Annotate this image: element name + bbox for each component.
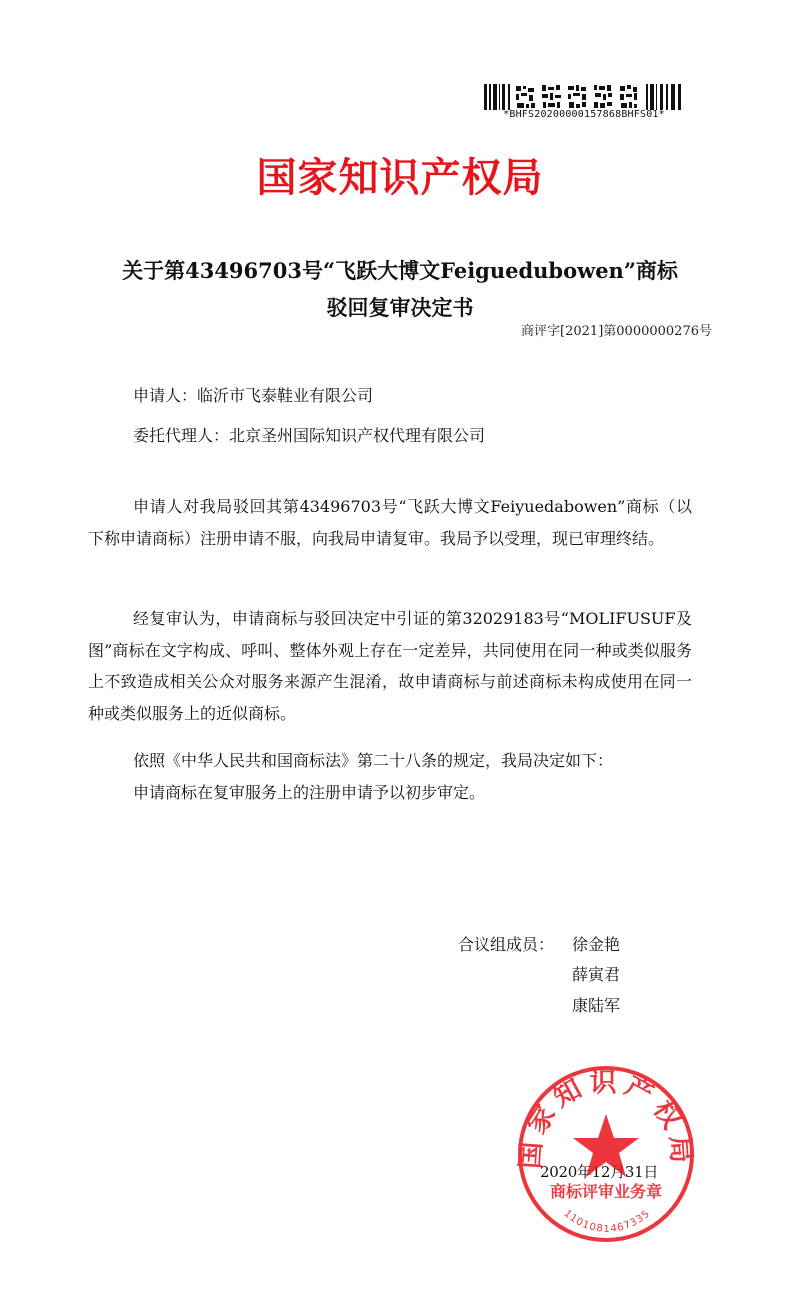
body-paragraph-4: 申请商标在复审服务上的注册申请予以初步审定。	[133, 783, 486, 802]
document-number: 商评字[2021]第0000000276号	[521, 324, 712, 339]
applicant-line: 申请人：临沂市飞泰鞋业有限公司	[133, 386, 374, 405]
svg-text:1101081467335: 1101081467335	[561, 1208, 653, 1235]
barcode-icon	[484, 84, 684, 110]
svg-text:国家知识产权局: 国家知识产权局	[515, 1067, 697, 1170]
panel-member: 康陆军	[572, 996, 621, 1015]
decision-date: 2020年12月31日	[540, 1163, 659, 1181]
agent-line: 委托代理人：北京圣州国际知识产权代理有限公司	[133, 426, 486, 445]
body-paragraph-3: 依照《中华人民共和国商标法》第二十八条的规定，我局决定如下：	[133, 751, 614, 770]
document-title-line-1: 关于第43496703号“飞跃大博文Feiguedubowen”商标	[122, 258, 678, 283]
panel-members-label: 合议组成员：	[458, 935, 555, 954]
barcode-number: *BHFS20200000157868BHFS01*	[503, 109, 665, 120]
panel-member: 徐金艳	[572, 935, 621, 954]
panel-member: 薛寅君	[572, 965, 621, 984]
issuing-office-title: 国家知识产权局	[256, 155, 544, 201]
svg-text:商标评审业务章: 商标评审业务章	[549, 1182, 663, 1201]
body-paragraph-1: 申请人对我局驳回其第43496703号“飞跃大博文Feiyuedabowen”商标（以下称申请商标）注册申请不服，向我局申请复审。我局予以受理，现已审理终结。	[88, 497, 692, 548]
body-paragraph-2: 经复审认为，申请商标与驳回决定中引证的第32029183号“MOLIFUSUF及图”商标在文字构成、呼叫、整体外观上存在一定差异，共同使用在同一种或类似服务上不致造成相关公众对服务来源产生混淆，故申请商标与前述商标未构成使用在同一种或类似服务上的近似商标。	[88, 609, 692, 723]
document-title-line-2: 驳回复审决定书	[326, 295, 474, 320]
official-seal-icon	[514, 1062, 698, 1246]
